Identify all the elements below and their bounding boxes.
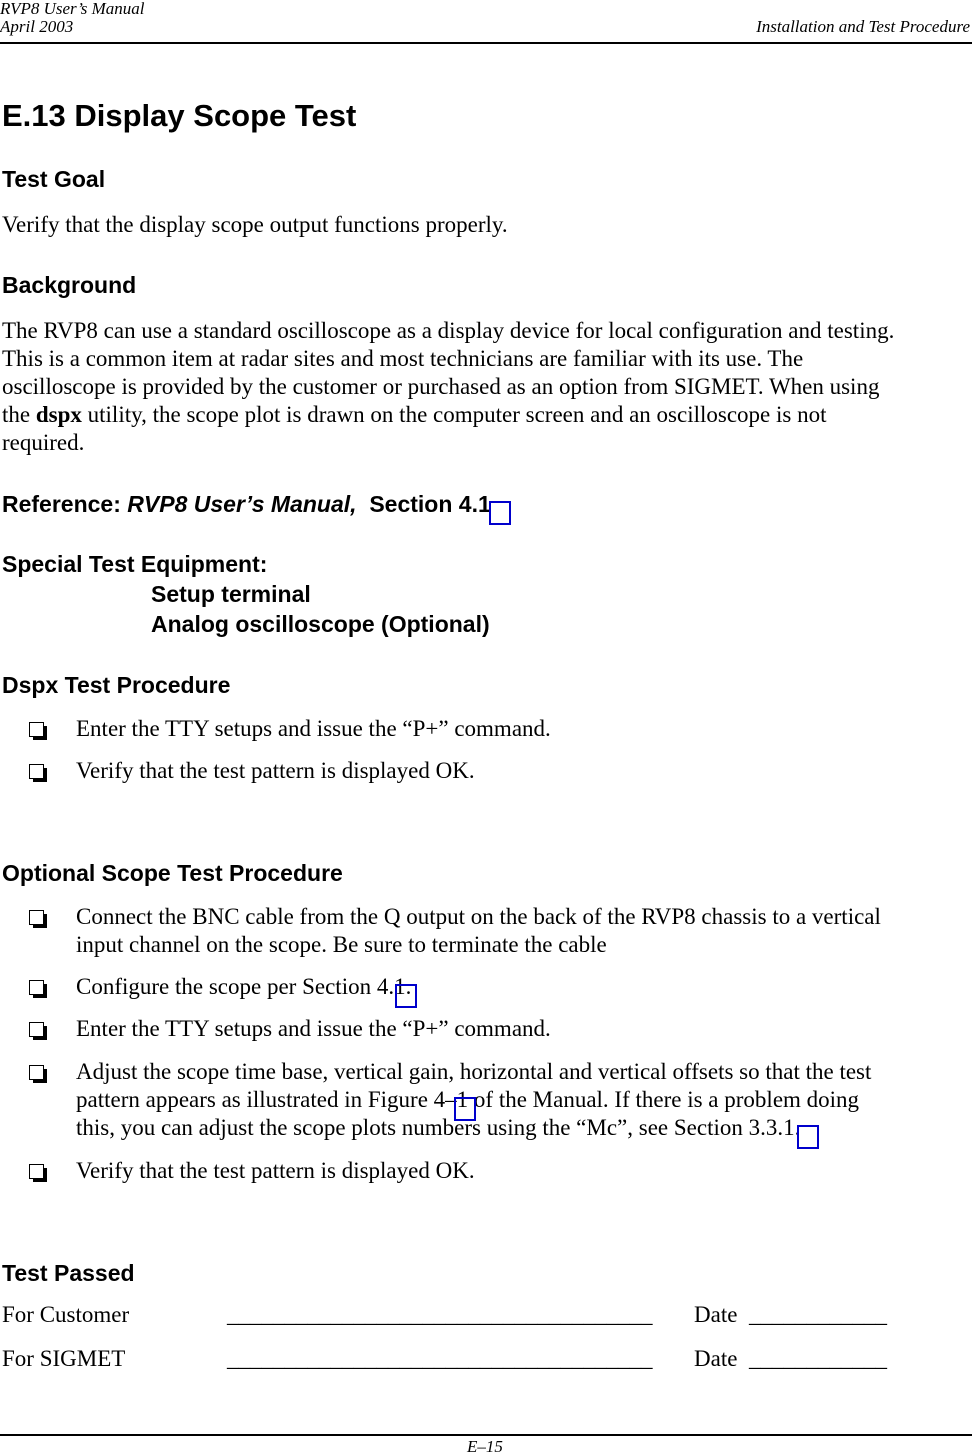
- reference-manual: RVP8 User’s Manual,: [127, 491, 357, 517]
- dspx-procedure-heading: Dspx Test Procedure: [2, 672, 231, 698]
- checkbox-icon[interactable]: [29, 764, 47, 782]
- step-text: Enter the TTY setups and issue the “P+” command.: [76, 1016, 551, 1041]
- background-line: oscilloscope is provided by the customer or purchased as an option from SIGMET. When using: [2, 374, 880, 399]
- test-passed-heading: Test Passed: [2, 1260, 135, 1286]
- background-line: The RVP8 can use a standard oscilloscope as a display device for local configuration and testing.: [2, 318, 895, 343]
- page-number: E–15: [467, 1437, 503, 1456]
- manual-title: RVP8 User’s Manual: [0, 0, 145, 18]
- step-text: Configure the scope per Section 4.1.: [76, 974, 412, 999]
- background-line: required.: [2, 430, 85, 455]
- sigmet-date-label: Date: [694, 1346, 738, 1371]
- step-line: this, you can adjust the scope plots numbers using the “Mc”, see Section 3.3.1.: [76, 1115, 801, 1140]
- section-link-box[interactable]: [395, 984, 417, 1008]
- section-title: E.13 Display Scope Test: [2, 98, 357, 133]
- checkbox-icon[interactable]: [29, 1022, 47, 1040]
- test-goal-heading: Test Goal: [2, 166, 106, 192]
- reference-line: [2, 491, 491, 518]
- background-heading: Background: [2, 272, 137, 298]
- step-text: Verify that the test pattern is displayed OK.: [76, 758, 475, 783]
- background-line-prefix: the: [2, 402, 36, 427]
- customer-label: For Customer: [2, 1302, 130, 1327]
- background-line: [2, 401, 894, 429]
- reference-label: Reference:: [2, 491, 121, 517]
- checkbox-icon[interactable]: [29, 1065, 47, 1083]
- step-line: input channel on the scope. Be sure to terminate the cable: [76, 932, 607, 957]
- customer-date-line[interactable]: ____________: [749, 1302, 887, 1327]
- test-goal-text: Verify that the display scope output functions properly.: [2, 212, 508, 237]
- checkbox-icon[interactable]: [29, 910, 47, 928]
- checkbox-icon[interactable]: [29, 980, 47, 998]
- step-text: [76, 1058, 966, 1142]
- optional-procedure-heading: Optional Scope Test Procedure: [2, 860, 343, 886]
- equipment-heading: Special Test Equipment:: [2, 551, 268, 577]
- background-line: This is a common item at radar sites and most technicians are familiar with its use. The: [2, 346, 804, 371]
- step-text: Verify that the test pattern is displayed OK.: [76, 1158, 475, 1183]
- dspx-utility-name: dspx: [35, 402, 82, 427]
- step-text: Enter the TTY setups and issue the “P+” command.: [76, 716, 551, 741]
- equipment-item: Setup terminal: [151, 581, 311, 607]
- background-line-rest: utility, the scope plot is drawn on the computer screen and an oscilloscope is not: [87, 402, 827, 427]
- equipment-item: Analog oscilloscope (Optional): [151, 611, 490, 637]
- figure-link-box[interactable]: [454, 1097, 476, 1121]
- background-paragraph: [2, 317, 894, 457]
- checkbox-icon[interactable]: [29, 722, 47, 740]
- sigmet-date-line[interactable]: ____________: [749, 1346, 887, 1371]
- step-line: pattern appears as illustrated in Figure 4–1 of the Manual. If there is a problem doing: [76, 1087, 860, 1112]
- section-link-box[interactable]: [489, 501, 511, 525]
- section-link-box[interactable]: [797, 1125, 819, 1149]
- header-rule: [0, 42, 972, 44]
- customer-signature-line[interactable]: _____________________________________: [227, 1302, 653, 1327]
- footer-rule: [0, 1434, 972, 1436]
- sigmet-label: For SIGMET: [2, 1346, 126, 1371]
- sigmet-signature-line[interactable]: _____________________________________: [227, 1346, 653, 1371]
- step-line: Adjust the scope time base, vertical gain, horizontal and vertical offsets so that the test: [76, 1059, 872, 1084]
- reference-section-link[interactable]: Section 4.1: [369, 491, 491, 517]
- step-text: [76, 903, 966, 959]
- customer-date-label: Date: [694, 1302, 738, 1327]
- header-date: April 2003: [0, 17, 74, 36]
- chapter-title: Installation and Test Procedure: [756, 17, 970, 36]
- checkbox-icon[interactable]: [29, 1164, 47, 1182]
- step-line: Connect the BNC cable from the Q output on the back of the RVP8 chassis to a vertical: [76, 904, 881, 929]
